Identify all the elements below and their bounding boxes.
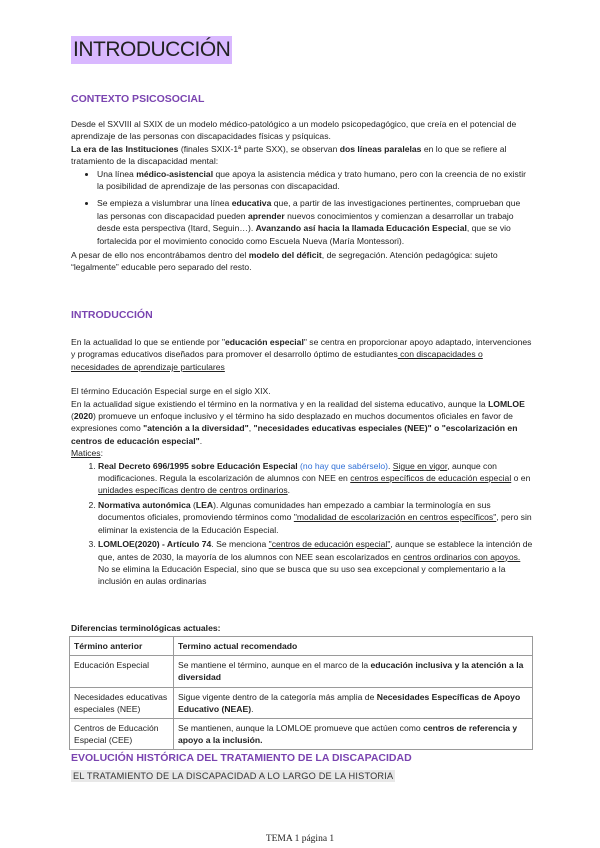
section-subheading: EL TRATAMIENTO DE LA DISCAPACIDAD A LO LARGO DE LA HISTORIA (73, 771, 394, 781)
table-header-row (70, 637, 533, 656)
contexto-body (71, 118, 533, 274)
table-row (70, 719, 533, 750)
main-title: INTRODUCCIÓN (71, 36, 232, 64)
list-item: • Una línea médico-asistencial que apoya la asistencia médica y trato humano, pero con la creencia de no existir la posibilidad de aprendizaje de las personas con discapacidad. (97, 168, 533, 193)
table-row (70, 656, 533, 687)
table-cell: Educación Especial (70, 656, 174, 687)
table-cell: Centros de Educación Especial (CEE) (70, 719, 174, 750)
table-row (70, 687, 533, 718)
section-heading-contexto: CONTEXTO PSICOSOCIAL (71, 93, 205, 105)
section-heading-introduccion: INTRODUCCIÓN (71, 309, 153, 321)
table-cell: Sigue vigente dentro de la categoría más amplia de Necesidades Específicas de Apoyo Educativo (NEAE). (174, 687, 533, 718)
terminology-table (69, 636, 533, 750)
table-cell: Se mantiene el término, aunque en el marco de la educación inclusiva y la atención a la diversidad (174, 656, 533, 687)
intro-paragraph-1: En la actualidad lo que se entiende por "educación especial" se centra en proporcionar apoyo adaptado, intervenciones y programas educativos diseñados para promover el desarrollo óptimo de estudiantes con discapacidades o necesidades de aprendizaje particulares (71, 337, 532, 372)
page-footer: TEMA 1 página 1 (265, 834, 335, 844)
table-cell: Se mantienen, aunque la LOMLOE promueve que actúen como centros de referencia y apoyo a la inclusión. (174, 719, 533, 750)
section-heading-evolucion: EVOLUCIÓN HISTÓRICA DEL TRATAMIENTO DE LA DISCAPACIDAD (71, 752, 412, 764)
contexto-paragraph-1: Desde el SXVIII al SXIX de un modelo médico-patológico a un modelo psicopedagógico, que creía en el potencial de aprendizaje de las personas con discapacidades físicas y psíquicas. (71, 119, 517, 142)
table-header-cell: Término anterior (70, 637, 174, 656)
contexto-paragraph-3: A pesar de ello nos encontrábamos dentro del modelo del déficit, de segregación. Atención pedagógica: sujeto “legalmente” educable pero separado del resto. (71, 250, 498, 273)
table-cell: Necesidades educativas especiales (NEE) (70, 687, 174, 718)
table-header-cell: Termino actual recomendado (174, 637, 533, 656)
list-item: 1. Real Decreto 696/1995 sobre Educación Especial (no hay que sabérselo). Sigue en vigor, aunque con modificaciones. Regula la escolarización de alumnos con NEE en centros específicos de educación especial o en unidades específicas dentro de centros ordinarios. (98, 460, 533, 497)
table-caption: Diferencias terminológicas actuales: (71, 623, 221, 633)
list-item: 3. LOMLOE(2020) - Artículo 74. Se menciona "centros de educación especial", aunque se establece la intención de que, antes de 2030, la mayoría de los alumnos con NEE sean escolarizados en centros ordinarios con apoyos. No se elimina la Educación Especial, sino que se busca que su uso sea excepcional y complementario a la inclusión en aulas ordinarias (98, 538, 533, 588)
list-item: • Se empieza a vislumbrar una línea educativa que, a partir de las investigaciones pertinentes, comprueban que las personas con discapacidad pueden aprender nuevos conocimientos y comienzan a desarrollar un trabajo desde esta perspectiva (Itard, Seguin…). Avanzando así hacia la llamada Educación Especial, que se vio fortalecida por el movimiento conocido como Escuela Nueva (María Montessori). (97, 197, 533, 247)
contexto-bullet-list (71, 168, 533, 247)
intro-paragraph-3: En la actualidad sigue existiendo el término en la normativa y en la realidad del sistema educativo, aunque la LOMLOE (2020) promueve un enfoque inclusivo y el término ha sido desplazado en muchos documentos oficiales en favor de expresiones como "atención a la diversidad", "necesidades educativas especiales (NEE)" o "escolarización en centros de educación especial". (71, 398, 525, 446)
matices-label: Matices: (71, 448, 103, 459)
matices-list (71, 460, 533, 588)
intro-paragraph-2: El término Educación Especial surge en el siglo XIX. (71, 386, 271, 397)
list-item: 2. Normativa autonómica (LEA). Algunas comunidades han empezado a cambiar la terminología en sus documentos oficiales, promoviendo términos como "modalidad de escolarización en centros específicos", pero sin eliminar la existencia de la Educación Especial. (98, 499, 533, 536)
intro-body (71, 336, 533, 590)
contexto-paragraph-2: La era de las Instituciones (finales SXIX-1ª parte SXX), se observan dos líneas paralelas en lo que se refiere al tratamiento de la discapacidad mental: (71, 143, 507, 167)
